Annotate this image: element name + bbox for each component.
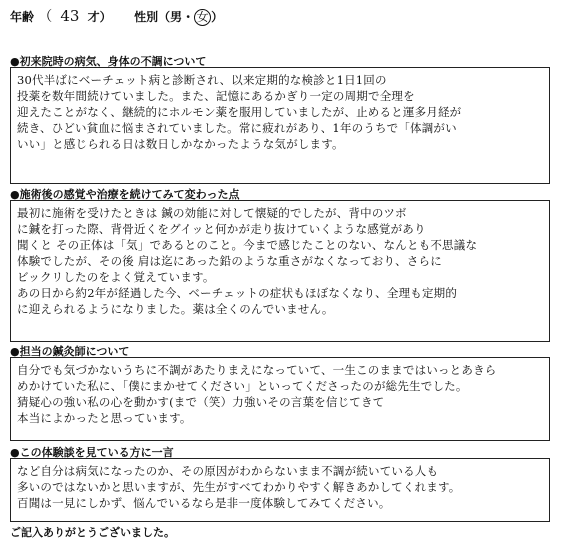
- section-box-practitioner: [10, 357, 550, 441]
- section-title-practitioner: ●担当の鍼灸師について: [10, 345, 130, 358]
- text-line: 猜疑心の強い私の心を動かす(まで（笑）力強いその言葉を信じてきて: [17, 395, 385, 409]
- text-line: ビックリしたのをよく覚えています。: [17, 270, 215, 284]
- section-box-changes: [10, 200, 550, 342]
- text-line: 投薬を数年間続けていました。また、記憶にあるかぎり一定の周期で全理を: [17, 89, 415, 103]
- text-line: 多いのではないかと思いますが、先生がすべてわかりやすく解きあかしてくれます。: [17, 480, 461, 494]
- text-line: あの日から約2年が経過した今、ベーチェットの症状もほぼなくなり、全理も定期的: [17, 286, 458, 300]
- text-line: 本当によかったと思っています。: [17, 411, 192, 425]
- text-line: 百聞は一見にしかず、悩んでいるなら是非一度体験してみてください。: [17, 496, 391, 510]
- age-unit: 才）: [87, 10, 112, 24]
- text-line: に迎えられるようになりました。薬は全くのんでいません。: [17, 302, 334, 316]
- section-box-initial-condition: [10, 67, 550, 184]
- section-title-initial-condition: ●初来院時の病気、身体の不調について: [10, 55, 207, 68]
- text-line: いい」と感じられる日は数日しかなかったような気がします。: [17, 137, 344, 151]
- section-title-changes: ●施術後の感覚や治療を続けてみて変わった点: [10, 188, 240, 201]
- age-gender-header: [10, 6, 223, 26]
- text-line: めかけていた私に、「僕にまかせてください」といってくださったのが総先生でした。: [17, 379, 468, 393]
- text-line: など自分は病気になったのか、その原因がわからないまま不調が続いている人も: [17, 464, 439, 478]
- text-line: 30代半ばにベーチェット病と診断され、以来定期的な検診と1日1回の: [17, 73, 387, 87]
- age-label: 年齢: [10, 10, 35, 24]
- section-box-message: [10, 458, 550, 522]
- section-title-message: ●この体験談を見ている方に一言: [10, 446, 174, 459]
- text-line: 続き、ひどい貧血に悩まされていました。常に疲れがあり、1年のうちで「体調がい: [17, 121, 457, 135]
- text-line: 聞くと その正体は「気」であるとのこと。今まで感じたことのない、なんとも不思議な: [17, 238, 478, 252]
- text-line: に鍼を打った際、背骨近くをグイッと何かが走り抜けていくような感覚があり: [17, 222, 426, 236]
- gender-selected: 女: [194, 9, 211, 26]
- text-line: 迎えたことがなく、継続的にホルモン薬を服用していましたが、止めると運多月経が: [17, 105, 462, 119]
- footer-thanks: ご記入ありがとうございました。: [10, 526, 175, 539]
- text-line: 最初に施術を受けたときは 鍼の効能に対して懐疑的でしたが、背中のツボ: [17, 206, 407, 220]
- text-line: 自分でも気づかないうちに不調があたりまえになっていて、一生このままではいっとあきら: [17, 363, 497, 377]
- age-value: 43: [60, 7, 80, 25]
- text-line: 体験でしたが、その後 肩は迄にあった鉛のような重さがなくなっており、さらに: [17, 254, 442, 268]
- age-open: （: [38, 9, 53, 25]
- gender-label: 性別（男・: [134, 10, 195, 24]
- gender-close: ）: [211, 10, 224, 24]
